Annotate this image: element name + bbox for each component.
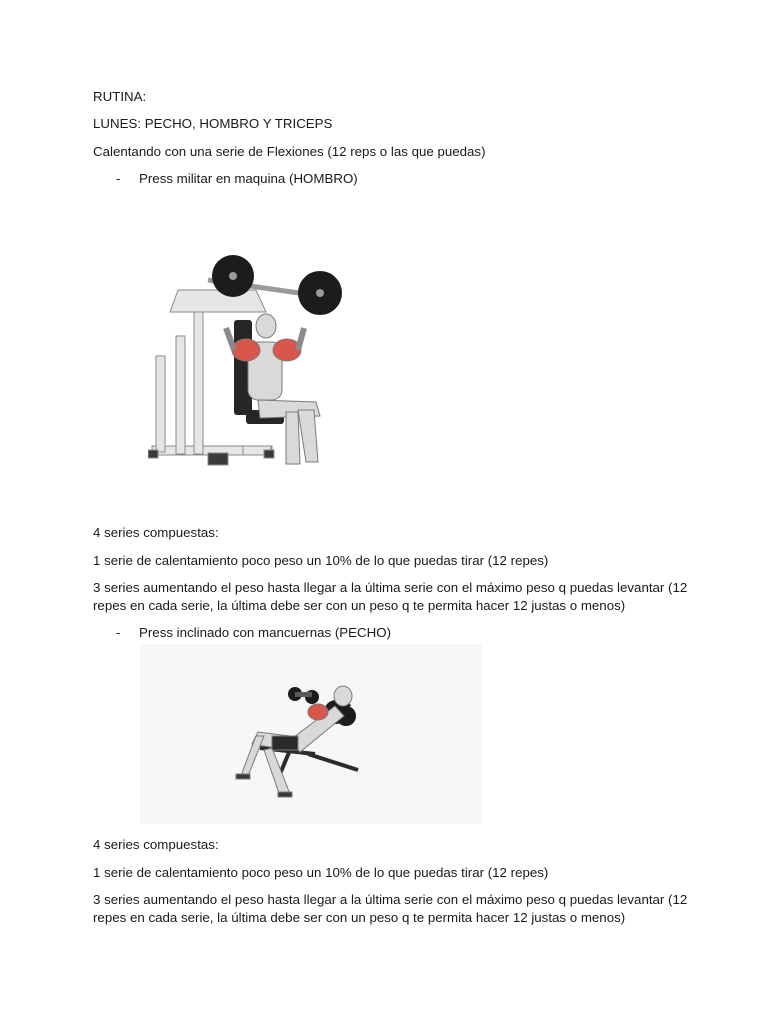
exercise-2-set-one: 1 serie de calentamiento poco peso un 10% de lo que puedas tirar (12 repes) [93,865,549,880]
exercise-2-series-heading: 4 series compuestas: [93,837,219,852]
exercise-2-set-rest: 3 series aumentando el peso hasta llegar a la última serie con el máximo peso q puedas levantar (12 repes en cada serie, la última debe ser con un peso q te permita hacer 12 justas o menos) [93,892,688,925]
exercise-1-series-heading: 4 series compuestas: [93,525,219,540]
day-heading: LUNES: PECHO, HOMBRO Y TRICEPS [93,116,333,131]
shoulder-press-machine-illustration [148,250,348,475]
incline-dumbbell-press-illustration [140,644,482,824]
warmup-text: Calentando con una serie de Flexiones (12 reps o las que puedas) [93,144,486,159]
routine-title: RUTINA: [93,89,147,104]
exercise-1-set-one: 1 serie de calentamiento poco peso un 10% de lo que puedas tirar (12 repes) [93,553,549,568]
exercise-2-name: Press inclinado con mancuernas (PECHO) [139,625,392,640]
exercise-1-set-rest: 3 series aumentando el peso hasta llegar a la última serie con el máximo peso q puedas levantar (12 repes en cada serie, la última debe ser con un peso q te permita hacer 12 justas o menos) [93,580,688,613]
exercise-1-name: Press militar en maquina (HOMBRO) [139,171,358,186]
bullet-dash: - [116,171,121,186]
bullet-dash: - [116,625,121,640]
